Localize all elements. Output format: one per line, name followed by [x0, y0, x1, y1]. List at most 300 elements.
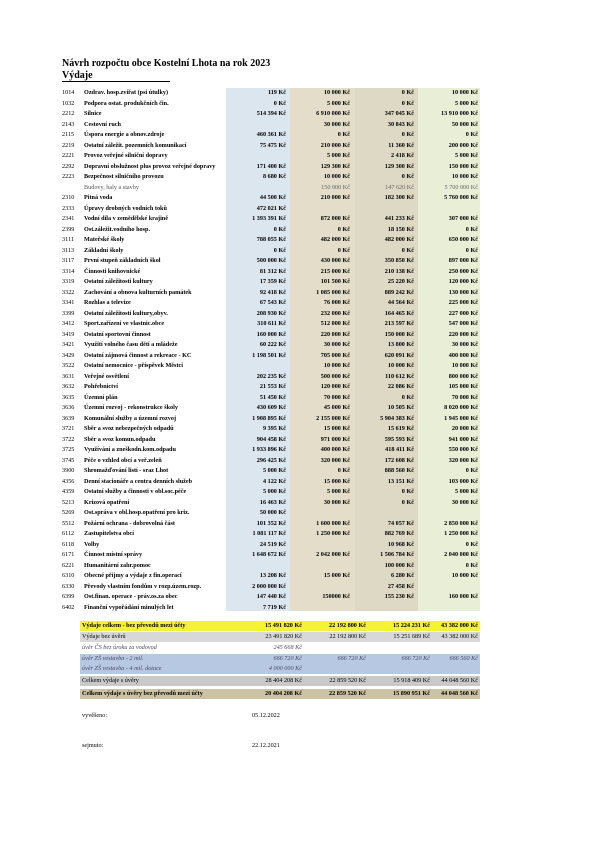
cell-c1: 0 Kč: [273, 225, 286, 233]
cell-code: 3319: [62, 278, 75, 285]
summary-cell-c1: 28 404 208 Kč: [265, 677, 302, 684]
cell-c4: 220 000 Kč: [448, 330, 478, 338]
cell-name: Územní rozvoj - rekonstrukce školy: [84, 404, 178, 411]
cell-c1: 788 055 Kč: [256, 236, 286, 243]
cell-name: Ostatní zájmová činnost a rekreace - KC: [84, 351, 192, 359]
cell-c3: 27 458 Kč: [387, 582, 414, 590]
cell-c2: 76 000 Kč: [323, 299, 350, 306]
cell-c3: 10 968 Kč: [387, 540, 414, 548]
cell-c2: 150000 Kč: [322, 593, 350, 600]
cell-c2: 320 000 Kč: [320, 456, 350, 464]
cell-code: 3745: [62, 456, 75, 464]
cell-c3: 882 769 Kč: [384, 530, 414, 537]
summary-cell-label: Výdaje celkem - bez převodů mezi účty: [82, 622, 186, 629]
cell-c1: 472 021 Kč: [256, 204, 286, 212]
cell-code: 3725: [62, 446, 75, 453]
cell-c3: 213 597 Kč: [384, 320, 414, 327]
cell-code: 6118: [62, 540, 75, 548]
cell-c3: 6 280 Kč: [390, 572, 414, 579]
cell-c1: 514 394 Kč: [256, 110, 286, 117]
cell-c4: 0 Kč: [465, 467, 478, 474]
cell-name: Úpravy drobných vodních toků: [84, 204, 167, 212]
cell-name: Pitná voda: [84, 194, 113, 201]
table-row: [62, 288, 480, 299]
cell-c2: 120 000 Kč: [320, 383, 350, 390]
cell-c3: 182 300 Kč: [384, 194, 414, 201]
summary-cell-c1: 23 491 820 Kč: [265, 633, 302, 640]
cell-code: 2341: [62, 215, 75, 222]
cell-name: Převody vlastním fondům v rozp.územ.rozp.: [84, 582, 202, 590]
cell-name: Sport.zařízení ve vlastnic.obce: [84, 320, 165, 327]
table-row: [62, 256, 480, 267]
cell-c2: 232 000 Kč: [320, 309, 350, 317]
cell-c2: 30 000 Kč: [323, 341, 350, 348]
table-row: [62, 141, 480, 152]
cell-c1: 92 418 Kč: [259, 288, 286, 296]
cell-c1: 2 000 000 Kč: [252, 582, 286, 590]
summary-cell-c2: 22 859 520 Kč: [329, 690, 366, 697]
cell-c1: 4 122 Kč: [262, 477, 286, 485]
table-row: [62, 298, 480, 309]
cell-c2: 1 085 000 Kč: [316, 288, 350, 296]
cell-c2: 15 000 Kč: [323, 477, 350, 485]
table-row: [62, 372, 480, 383]
cell-c3: 482 000 Kč: [384, 236, 414, 243]
cell-c4: 8 020 000 Kč: [444, 404, 478, 411]
cell-name: Veřejné osvětlení: [84, 372, 129, 380]
table-row: [62, 351, 480, 362]
cell-name: Činnost místní správy: [84, 551, 143, 558]
cell-name: Provoz veřejné silniční dopravy: [84, 152, 168, 159]
cell-c4: 320 000 Kč: [448, 456, 478, 464]
table-row: [62, 151, 480, 162]
cell-code: 3421: [62, 341, 75, 348]
cell-code: 2292: [62, 162, 75, 170]
cell-c4: 5 000 Kč: [454, 99, 478, 107]
cell-c2: 2 042 000 Kč: [316, 551, 350, 558]
cell-code: 6221: [62, 561, 75, 569]
table-row: [62, 319, 480, 330]
summary-cell-c3: 15 918 409 Kč: [393, 677, 430, 684]
cell-c2: 129 300 Kč: [320, 162, 350, 170]
cell-name: Ostatní sportovní činnost: [84, 330, 151, 338]
cell-c4: 70 000 Kč: [451, 393, 478, 401]
cell-c4: 225 000 Kč: [448, 299, 478, 306]
table-row: [62, 246, 480, 257]
cell-code: 2221: [62, 152, 75, 159]
cell-c2: 5 000 Kč: [326, 152, 350, 159]
cell-c4: 13 910 000 Kč: [441, 110, 478, 117]
cell-c2: 512 000 Kč: [320, 320, 350, 327]
summary-cell-c3: 15 224 231 Kč: [393, 622, 430, 629]
cell-c2: 0 Kč: [337, 246, 350, 254]
cell-name: Základní školy: [84, 246, 124, 254]
cell-c2: 1 600 000 Kč: [316, 519, 350, 527]
cell-code: 6310: [62, 572, 75, 579]
cell-c4: 200 000 Kč: [448, 141, 478, 149]
table-row: [62, 382, 480, 393]
cell-name: Ostatní záležitosti kultury,obyv.: [84, 309, 168, 317]
cell-c2: 220 000 Kč: [320, 330, 350, 338]
table-row: [62, 120, 480, 131]
cell-c1: 119 Kč: [267, 89, 286, 96]
document-subtitle: Výdaje: [62, 70, 93, 81]
cell-c2: 705 000 Kč: [320, 351, 350, 359]
cell-c3: 15 619 Kč: [387, 425, 414, 432]
cell-code: 4356: [62, 477, 75, 485]
cell-c1: 101 352 Kč: [256, 519, 286, 527]
cell-c3: 620 091 Kč: [384, 351, 414, 359]
cell-code: 5213: [62, 498, 75, 506]
cell-c3: 5 904 383 Kč: [380, 414, 414, 422]
table-row: [62, 340, 480, 351]
cell-name: Bezpečnost silničního provozu: [84, 173, 164, 180]
summary-cell-c3: 666 720 Kč: [401, 655, 430, 662]
table-row: [62, 508, 480, 519]
cell-c3: 110 612 Kč: [385, 372, 414, 380]
summary-cell-c1: 245 668 Kč: [273, 644, 302, 651]
cell-code: 6402: [62, 603, 75, 611]
summary-cell-c4: 666 560 Kč: [449, 655, 478, 662]
cell-c4: 103 000 Kč: [448, 477, 478, 485]
cell-c2: 500 000 Kč: [320, 372, 350, 380]
cell-code: 3322: [62, 288, 75, 296]
cell-c3: 18 150 Kč: [387, 225, 414, 233]
removed-date: 22.12.2021: [252, 742, 280, 749]
cell-c1: 500 000 Kč: [256, 257, 286, 264]
cell-code: 2212: [62, 110, 75, 117]
cell-c2: 210 000 Kč: [320, 194, 350, 201]
cell-code: 3113: [62, 246, 75, 254]
cell-c2: 10 000 Kč: [323, 173, 350, 180]
table-row: [62, 330, 480, 341]
cell-c3: 1 506 784 Kč: [380, 551, 414, 558]
table-row: [62, 235, 480, 246]
cell-c4: 227 000 Kč: [448, 309, 478, 317]
summary-cell-c1: 666 720 Kč: [273, 655, 302, 662]
cell-c2: 30 000 Kč: [323, 120, 350, 128]
cell-c1: 51 450 Kč: [259, 393, 286, 401]
cell-code: 1032: [62, 99, 75, 107]
cell-name: Zastupitelstva obcí: [84, 530, 135, 537]
cell-c1: 1 198 501 Kč: [252, 351, 286, 359]
cell-c3: 10 505 Kč: [387, 404, 414, 411]
cell-c3: 0 Kč: [401, 131, 414, 138]
cell-c1: 81 312 Kč: [259, 267, 286, 275]
cell-c1: 67 543 Kč: [259, 299, 286, 306]
cell-name: Územní plán: [84, 393, 118, 401]
cell-name: Volby: [84, 540, 100, 548]
table-row: [62, 477, 480, 488]
cell-name: Sběr a svoz komun.odpadu: [84, 435, 156, 443]
cell-c1: 171 400 Kč: [256, 162, 286, 170]
cell-c4: 0 Kč: [465, 540, 478, 548]
cell-c1: 8 680 Kč: [262, 173, 286, 180]
cell-c4: 5 760 000 Kč: [444, 194, 478, 201]
cell-c4: 5 000 Kč: [454, 152, 478, 159]
posted-date: 05.12.2022: [252, 712, 280, 719]
cell-name: Ostatní záležitosti kultury: [84, 278, 153, 285]
cell-c3: 25 220 Kč: [387, 278, 414, 285]
cell-c1: 1 908 895 Kč: [252, 414, 286, 422]
cell-c3: 22 086 Kč: [387, 383, 414, 390]
cell-c3: 172 608 Kč: [384, 456, 414, 464]
summary-cell-label: Výdaje bez úvěrů: [82, 633, 126, 640]
cell-c4: 2 850 000 Kč: [444, 519, 478, 527]
cell-c4: 0 Kč: [465, 131, 478, 138]
cell-c2: 30 000 Kč: [323, 498, 350, 506]
cell-c1: 460 361 Kč: [256, 131, 286, 138]
cell-code: 6112: [62, 530, 75, 537]
cell-c2: 10 000 Kč: [323, 89, 350, 96]
cell-c4: 897 000 Kč: [448, 257, 478, 264]
cell-code: 3117: [62, 257, 75, 264]
cell-c3: 30 843 Kč: [387, 120, 414, 128]
cell-c1: 202 235 Kč: [256, 372, 286, 380]
summary-row: [80, 689, 480, 699]
cell-c3: 350 850 Kč: [384, 257, 414, 264]
cell-name: Činnosti knihovnické: [84, 267, 141, 275]
cell-c2: 150 000 Kč: [321, 183, 350, 191]
cell-code: 6330: [62, 582, 75, 590]
cell-code: 3632: [62, 383, 75, 390]
cell-name: Dopravní obslužnost plus provoz veřejné dopravy: [84, 162, 216, 170]
table-row: [62, 267, 480, 278]
summary-cell-c2: 22 859 520 Kč: [329, 677, 366, 684]
cell-c2: 210 000 Kč: [320, 141, 350, 149]
cell-c4: 2 040 000 Kč: [444, 551, 478, 558]
cell-c1: 0 Kč: [273, 99, 286, 107]
cell-c3: 44 564 Kč: [387, 299, 414, 306]
cell-c3: 100 000 Kč: [384, 561, 414, 569]
cell-c1: 310 611 Kč: [257, 320, 286, 327]
cell-c1: 60 222 Kč: [259, 341, 286, 348]
cell-name: Cestovní ruch: [84, 120, 121, 128]
cell-c3: 889 242 Kč: [384, 288, 414, 296]
cell-c3: 164 465 Kč: [384, 309, 414, 317]
cell-name: Komunální služby a územní rozvoj: [84, 414, 177, 422]
cell-c2: 45 000 Kč: [323, 404, 350, 411]
cell-name: Úspora energie a obnov.zdroje: [84, 131, 165, 138]
cell-c4: 50 000 Kč: [451, 120, 478, 128]
cell-code: 3412: [62, 320, 75, 327]
table-row: [62, 424, 480, 435]
cell-code: 3721: [62, 425, 75, 432]
cell-c1: 5 000 Kč: [262, 488, 286, 495]
cell-c4: 1 250 000 Kč: [444, 530, 478, 537]
cell-c3: 418 411 Kč: [385, 446, 414, 453]
cell-name: Ost.záležit.vodního hosp.: [84, 225, 151, 233]
cell-c3: 0 Kč: [401, 173, 414, 180]
cell-c4: 20 000 Kč: [451, 425, 478, 432]
cell-name: Budovy, haly a stavby: [84, 183, 139, 191]
summary-cell-c2: 22 192 800 Kč: [329, 622, 366, 629]
cell-c3: 13 800 Kč: [387, 341, 414, 348]
cell-c2: 5 000 Kč: [326, 488, 350, 495]
cell-code: 5512: [62, 519, 75, 527]
cell-c3: 888 560 Kč: [384, 467, 414, 474]
cell-name: Zachování a obnova kulturních památek: [84, 288, 192, 296]
cell-c2: 5 000 Kč: [326, 99, 350, 107]
cell-c4: 10 000 Kč: [451, 173, 478, 180]
cell-c3: 0 Kč: [401, 99, 414, 107]
cell-c1: 9 395 Kč: [262, 425, 286, 432]
table-row: [62, 529, 480, 540]
cell-name: Silnice: [84, 110, 102, 117]
table-row: [62, 172, 480, 183]
table-row: [62, 309, 480, 320]
cell-c4: 5 000 Kč: [454, 488, 478, 495]
cell-c4: 1 945 000 Kč: [444, 414, 478, 422]
cell-name: Krizová opatření: [84, 498, 130, 506]
table-row: [62, 193, 480, 204]
cell-code: 2333: [62, 204, 75, 212]
cell-code: 3900: [62, 467, 75, 474]
summary-row: [80, 632, 480, 642]
cell-code: 3522: [62, 362, 75, 369]
table-row: [62, 403, 480, 414]
cell-code: 3399: [62, 309, 75, 317]
cell-c2: 10 000 Kč: [323, 362, 350, 369]
cell-c2: 70 000 Kč: [323, 393, 350, 401]
cell-name: Využití volného času dětí a mládeže: [84, 341, 178, 348]
cell-c4: 5 700 000 Kč: [444, 183, 478, 191]
cell-c4: 250 000 Kč: [448, 267, 478, 275]
cell-name: Péče o vzhled obcí a veř.zeleň: [84, 456, 162, 464]
cell-c1: 296 425 Kč: [256, 456, 286, 464]
cell-name: Finanční vypořádání minulých let: [84, 603, 174, 611]
cell-c4: 0 Kč: [465, 246, 478, 254]
cell-c2: 6 910 000 Kč: [316, 110, 350, 117]
cell-code: 2219: [62, 141, 75, 149]
cell-c2: 482 000 Kč: [320, 236, 350, 243]
cell-c2: 971 000 Kč: [320, 435, 350, 443]
cell-c3: 210 138 Kč: [384, 267, 414, 275]
table-row: [62, 487, 480, 498]
cell-c4: 941 000 Kč: [448, 435, 478, 443]
cell-code: 2143: [62, 120, 75, 128]
cell-c2: 2 155 000 Kč: [316, 414, 350, 422]
summary-cell-label: Celkem výdaje s úvěry: [82, 677, 139, 684]
cell-c1: 0 Kč: [273, 246, 286, 254]
cell-code: 2310: [62, 194, 75, 201]
cell-c4: 400 000 Kč: [448, 351, 478, 359]
cell-name: Shromažďování listí - sraz Lhot: [84, 467, 169, 474]
cell-name: Vodní díla v zemědělské krajině: [84, 215, 168, 222]
summary-row: [80, 643, 480, 653]
cell-c4: 0 Kč: [465, 225, 478, 233]
cell-c3: 0 Kč: [401, 246, 414, 254]
cell-c1: 75 475 Kč: [259, 141, 286, 149]
cell-c3: 2 418 Kč: [390, 152, 414, 159]
table-row: [62, 498, 480, 509]
table-row: [62, 88, 480, 99]
cell-c4: 150 000 Kč: [448, 162, 478, 170]
cell-code: 5269: [62, 509, 75, 516]
cell-c1: 1 933 896 Kč: [252, 446, 286, 453]
summary-cell-c4: 43 382 000 Kč: [441, 622, 478, 629]
cell-c4: 10 000 Kč: [451, 572, 478, 579]
cell-c3: 347 045 Kč: [384, 110, 414, 117]
cell-code: 3419: [62, 330, 75, 338]
cell-code: 2115: [62, 131, 75, 138]
cell-c3: 155 230 Kč: [384, 593, 414, 600]
cell-c4: 800 000 Kč: [448, 372, 478, 380]
cell-code: 3722: [62, 435, 75, 443]
summary-cell-label: úvěr ČS bez úroku za vodovod: [82, 644, 157, 651]
summary-cell-c4: 44 048 560 Kč: [441, 690, 478, 697]
cell-c1: 160 000 Kč: [256, 330, 286, 338]
cell-code: 2399: [62, 225, 75, 233]
posted-label: vyvěšeno:: [82, 712, 108, 719]
summary-cell-label: úvěr ZŠ vestavba - 4 mil. dotace: [82, 665, 162, 672]
cell-name: Sběr a svoz nebezpečných odpadů: [84, 425, 174, 432]
cell-name: Mateřské školy: [84, 236, 125, 243]
summary-cell-c3: 15 890 951 Kč: [393, 690, 430, 697]
cell-c2: 15 000 Kč: [323, 425, 350, 432]
cell-code: 3111: [62, 236, 74, 243]
summary-row: [80, 654, 480, 664]
table-row: [62, 277, 480, 288]
cell-c4: 307 000 Kč: [448, 215, 478, 222]
document-title: Návrh rozpočtu obce Kostelní Lhota na rok 2023: [62, 58, 271, 69]
cell-c4: 550 000 Kč: [448, 446, 478, 453]
cell-c1: 1 081 117 Kč: [252, 530, 286, 537]
table-row: [62, 603, 480, 614]
cell-c2: 15 000 Kč: [323, 572, 350, 579]
title-underline: [62, 81, 170, 82]
cell-name: Ost.správa v obl.hosp.opatření pro kriz.: [84, 509, 190, 516]
summary-cell-c4: 44 048 560 Kč: [441, 677, 478, 684]
table-row: [62, 109, 480, 120]
cell-c2: 0 Kč: [337, 467, 350, 474]
cell-c4: 30 000 Kč: [451, 341, 478, 348]
cell-name: První stupeň základních škol: [84, 257, 161, 264]
cell-name: Ost.finan. operace - práv.os.za obec: [84, 593, 178, 600]
cell-c4: 0 Kč: [465, 561, 478, 569]
summary-cell-c2: 22 192 800 Kč: [329, 633, 366, 640]
cell-code: 3639: [62, 414, 75, 422]
table-row: [62, 214, 480, 225]
cell-c3: 13 151 Kč: [387, 477, 414, 485]
cell-c3: 74 057 Kč: [387, 519, 414, 527]
summary-row: [80, 676, 480, 686]
table-row: [62, 183, 480, 194]
cell-c4: 160 000 Kč: [448, 593, 478, 600]
summary-row: [80, 664, 480, 674]
cell-name: Obecné příjmy a výdaje z fin.operací: [84, 572, 182, 579]
table-row: [62, 561, 480, 572]
cell-c4: 650 000 Kč: [448, 236, 478, 243]
cell-name: Denní stacionáře a centra denních služeb: [84, 477, 193, 485]
table-row: [62, 445, 480, 456]
table-row: [62, 466, 480, 477]
cell-c4: 10 000 Kč: [451, 362, 478, 369]
table-row: [62, 435, 480, 446]
cell-c3: 595 593 Kč: [384, 435, 414, 443]
cell-c4: 10 000 Kč: [451, 89, 478, 96]
cell-c1: 904 458 Kč: [256, 435, 286, 443]
cell-name: Pohřebnictví: [84, 383, 119, 390]
cell-c2: 400 000 Kč: [320, 446, 350, 453]
table-row: [62, 519, 480, 530]
cell-code: 2223: [62, 173, 75, 180]
cell-c1: 1 648 672 Kč: [252, 551, 286, 558]
table-row: [62, 550, 480, 561]
summary-cell-c2: 666 720 Kč: [337, 655, 366, 662]
cell-c1: 430 609 Kč: [256, 404, 286, 411]
cell-c4: 130 000 Kč: [448, 288, 478, 296]
